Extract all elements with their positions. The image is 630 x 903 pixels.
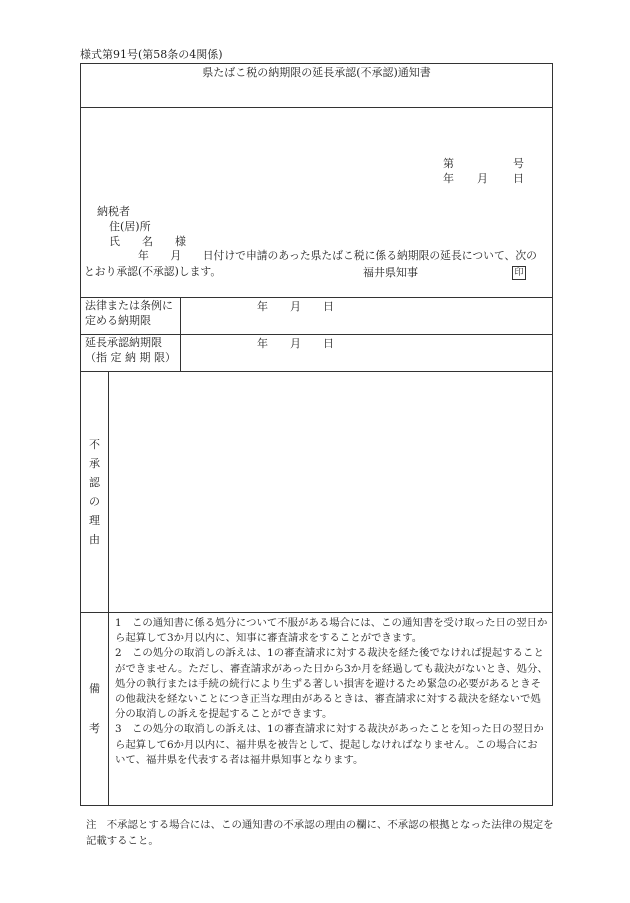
statutory-deadline-label: 法律または条例に定める納期限 — [85, 299, 173, 327]
remark-item-3: 3 この処分の取消しの訴えは、1の審査請求に対する裁決があったことを知った日の翌日から起算して6か月以内に、福井県を被告として、提起しなければなりません。この場合において、福井県を代表する者は福井県知事となります。 — [115, 723, 544, 766]
extended-deadline-label-cell — [81, 335, 181, 372]
name-label: 氏 名 様 — [109, 235, 186, 248]
statutory-deadline-label-cell — [81, 298, 181, 335]
rejection-reason-field — [109, 372, 553, 613]
seal-mark: 印 — [512, 266, 526, 280]
date-day: 日 — [513, 172, 524, 185]
notice-body-text: 年 月 日付けで申請のあった県たばこ税に係る納期限の延長について、次のとおり承認(不承認)します。 — [84, 249, 537, 278]
notice-form — [80, 63, 553, 806]
extended-deadline-value-cell — [181, 335, 553, 372]
number-label: 第 — [443, 157, 454, 170]
form-number: 様式第91号(第58条の4関係) — [80, 48, 223, 61]
statutory-deadline-value: 年 月 日 — [257, 300, 334, 313]
extended-deadline-label: 延長承認納期限（指 定 納 期 限） — [85, 336, 176, 364]
date-month: 月 — [477, 172, 488, 185]
remarks-label: 備 考 — [81, 613, 109, 806]
footnote: 注 不承認とする場合には、この通知書の不承認の理由の欄に、不承認の根拠となった法律の規定を記載すること。 — [86, 819, 554, 847]
extended-deadline-value: 年 月 日 — [257, 337, 334, 350]
taxpayer-label: 納税者 — [97, 205, 130, 218]
form-title: 県たばこ税の納期限の延長承認(不承認)通知書 — [81, 64, 553, 108]
date-year: 年 — [443, 172, 454, 185]
remarks-field — [109, 613, 553, 806]
issuer-name: 福井県知事 — [363, 266, 418, 279]
address-label: 住(居)所 — [109, 220, 151, 233]
remark-item-1: 1 この通知書に係る処分について不服がある場合には、この通知書を受け取った日の翌日から起算して3か月以内に、知事に審査請求をすることができます。 — [115, 617, 548, 645]
remark-item-2: 2 この処分の取消しの訴えは、1の審査請求に対する裁決を経た後でなければ提起することができません。ただし、審査請求があった日から3か月を経過しても裁決がないとき、処分、処分の執行または手続の続行により生ずる著しい損害を避けるため緊急の必要があるときその他裁決を経ないことにつき正当な理由があるときは、審査請求に対する裁決を経ないで処分の取消しの訴えを提起することができます。 — [115, 647, 548, 721]
statutory-deadline-value-cell — [181, 298, 553, 335]
rejection-reason-label: 不承認の理由 — [81, 372, 109, 613]
number-suffix: 号 — [513, 157, 524, 170]
